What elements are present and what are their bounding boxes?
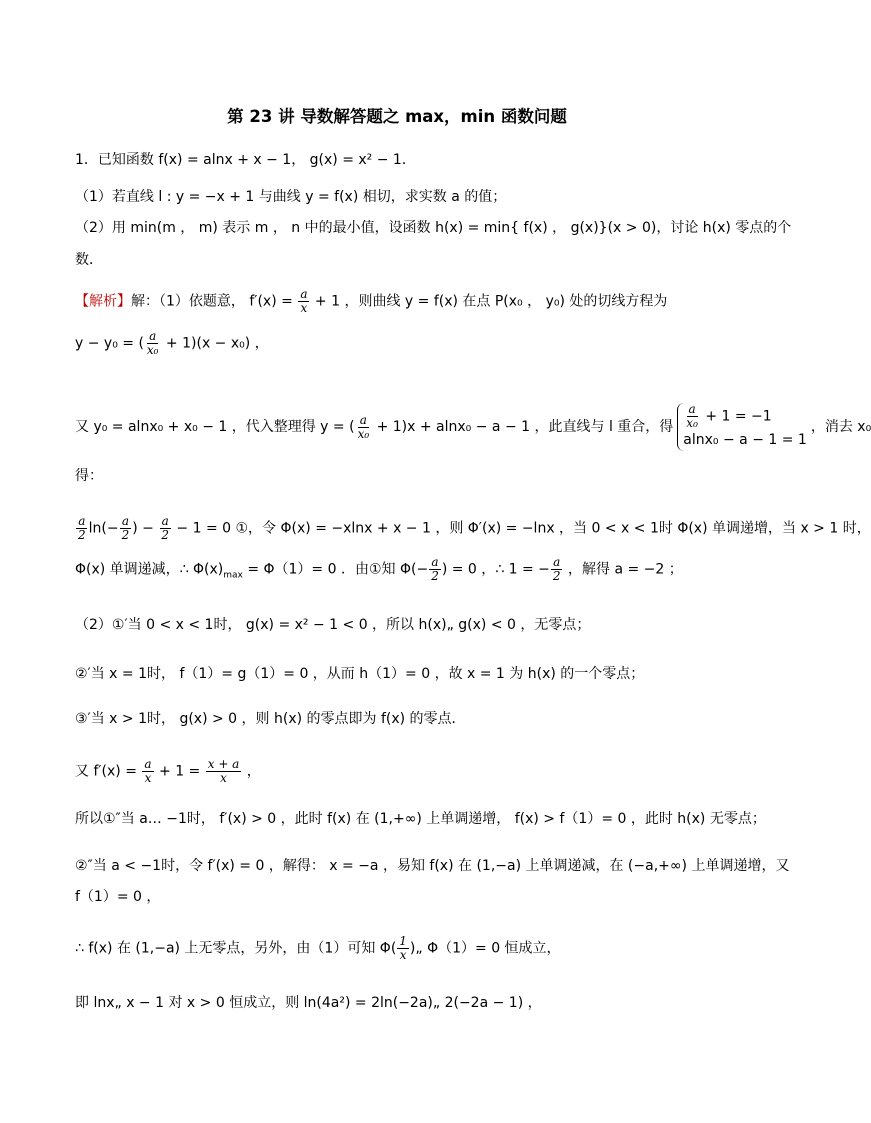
- solution-line-7: （2）①′当 0 < x < 1时， g(x) = x² − 1 < 0 ，所以 h(x)„ g(x) < 0 ，无零点；: [75, 617, 591, 633]
- solution-line-1: [75, 288, 667, 315]
- fraction-a-over-x: $\frac{a}{x}$: [300, 287, 308, 315]
- solution-line-13: f（1）= 0 ，: [75, 889, 161, 905]
- problem-part2-line1: （2）用 min(m ， m) 表示 m ， n 中的最小值，设函数 h(x) = min{ f(x) ， g(x)}(x > 0)，讨论 h(x) 零点的个: [75, 220, 792, 236]
- solution-line-2: y − y₀ = ( $\frac{a}{\text{x₀}}$ + 1)(x − x₀) ，: [75, 329, 269, 357]
- fraction-a-over-x: $\frac{a}{x}$: [144, 757, 152, 785]
- solution-tag: 【解析】: [75, 293, 131, 310]
- solution-line-11: 所以①″当 a… −1时， f′(x) > 0 ，此时 f(x) 在 (1,+∞) 上单调递增， f(x) > f（1）= 0 ，此时 h(x) 无零点；: [75, 811, 766, 827]
- problem-part1: （1）若直线 l : y = −x + 1 与曲线 y = f(x) 相切，求实数 a 的值；: [75, 189, 507, 205]
- solution-text: 解：（1）依题意， f′(x) =: [131, 293, 298, 310]
- fraction-a-over-x0: $\frac{a}{\text{x₀}}$: [146, 329, 159, 357]
- solution-line-14: ∴ f(x) 在 (1,−a) 上无零点，另外，由（1）可知 Φ( $\frac{1}{x}$ )„ Φ（1）= 0 恒成立，: [75, 934, 561, 962]
- page-title: 第 23 讲 导数解答题之 max，min 函数问题: [227, 107, 567, 126]
- solution-line-5: $\frac{a}{2}$ ln(− $\frac{a}{2}$ ) − $\frac{a}{2}$ − 1 = 0 ①，令 Φ(x) = −xlnx + x − 1 ，则 Φ′(x) = −lnx ，当 0 < x < 1时 Φ(x) 单调递增，当 x > 1 时，: [78, 514, 871, 542]
- solution-line-12: ②″当 a < −1时，令 f′(x) = 0 ，解得： x = −a ，易知 f(x) 在 (1,−a) 上单调递减，在 (−a,+∞) 上单调递增，又: [75, 858, 790, 874]
- solution-line-15: 即 lnx„ x − 1 对 x > 0 恒成立，则 ln(4a²) = 2ln(−2a)„ 2(−2a − 1) ，: [75, 995, 542, 1011]
- solution-line-4: 得：: [75, 468, 103, 484]
- problem-stem: 1．已知函数 f(x) = alnx + x − 1， g(x) = x² − 1．: [75, 152, 416, 168]
- fraction-one-over-x: $\frac{1}{x}$: [399, 934, 407, 962]
- solution-line-6: Φ(x) 单调递减，∴ $\Phi(x)_{max} = \Phi(1)= 0$ ．由①知 Φ(− $\frac{a}{2}$ ) = 0 ，∴ 1 = − $\frac{a}{2}$ ，解得 a = −2 ；: [75, 555, 683, 583]
- solution-text: + 1 ，则曲线 y = f(x) 在点 P(x₀ ， y₀) 处的切线方程为: [310, 293, 668, 310]
- fraction-xa-over-x: $\frac{x + a}{x}$: [207, 757, 240, 785]
- solution-line-9: ③′当 x > 1时， g(x) > 0 ，则 h(x) 的零点即为 f(x) 的零点．: [75, 711, 466, 727]
- fraction-a-over-x0: $\frac{a}{\text{x₀}}$: [357, 412, 370, 441]
- fraction-a-over-2: $\frac{a}{2}$: [78, 514, 86, 542]
- equation-system: $\frac{a}{\text{x₀}}$ + 1 = −1 alnx₀ − a − 1 = 1: [677, 403, 807, 451]
- problem-part2-line2: 数．: [75, 252, 103, 268]
- solution-line-3: 又 y₀ = alnx₀ + x₀ − 1 ，代入整理得 y = ( $\frac{a}{\text{x₀}}$ + 1)x + alnx₀ − a − 1 ，此直线与 l 重合，得 $\frac{a}{\text{x₀}}$ + 1 = −1 alnx₀ − a − 1 = 1 ，消去 x₀: [75, 403, 871, 451]
- solution-line-8: ②′当 x = 1时， f（1）= g（1）= 0 ，从而 h（1）= 0 ，故 x = 1 为 h(x) 的一个零点；: [75, 666, 645, 682]
- solution-line-10: 又 f′(x) = $\frac{a}{x}$ + 1 = $\frac{x + a}{x}$ ，: [75, 757, 261, 785]
